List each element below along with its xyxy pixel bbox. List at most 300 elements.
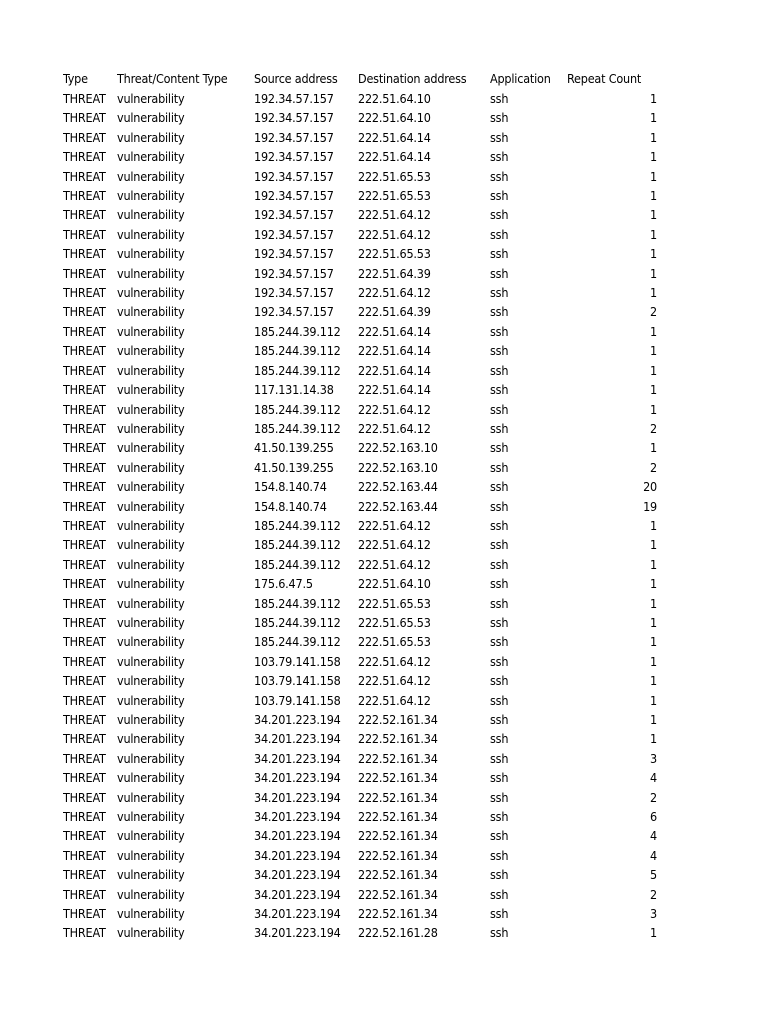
cell-repeat-count: 1 bbox=[650, 692, 657, 708]
cell-destination-address: 222.51.64.12 bbox=[358, 537, 431, 553]
table-row bbox=[63, 322, 660, 341]
table-row bbox=[63, 574, 660, 593]
cell-application: ssh bbox=[490, 498, 509, 514]
cell-type: THREAT bbox=[63, 634, 106, 650]
cell-type: THREAT bbox=[63, 265, 106, 281]
cell-destination-address: 222.52.163.10 bbox=[358, 459, 438, 475]
cell-type: THREAT bbox=[63, 343, 106, 359]
cell-type: THREAT bbox=[63, 498, 106, 514]
cell-type: THREAT bbox=[63, 285, 106, 301]
cell-repeat-count: 1 bbox=[650, 265, 657, 281]
cell-repeat-count: 2 bbox=[650, 304, 657, 320]
cell-type: THREAT bbox=[63, 537, 106, 553]
table-row bbox=[63, 438, 660, 457]
cell-application: ssh bbox=[490, 149, 509, 165]
table-row bbox=[63, 186, 660, 205]
cell-application: ssh bbox=[490, 343, 509, 359]
cell-type: THREAT bbox=[63, 712, 106, 727]
cell-source-address: 34.201.223.194 bbox=[254, 770, 341, 786]
cell-source-address: 192.34.57.157 bbox=[254, 149, 334, 165]
cell-type: THREAT bbox=[63, 362, 106, 378]
cell-destination-address: 222.52.161.28 bbox=[358, 925, 438, 941]
cell-repeat-count: 1 bbox=[650, 653, 657, 669]
cell-destination-address: 222.52.163.44 bbox=[358, 479, 438, 495]
cell-threat-content-type: vulnerability bbox=[117, 129, 185, 145]
header-repeat-count: Repeat Count bbox=[567, 71, 642, 86]
cell-source-address: 192.34.57.157 bbox=[254, 110, 334, 126]
table-row bbox=[63, 652, 660, 671]
cell-repeat-count: 2 bbox=[650, 886, 657, 902]
table-row bbox=[63, 419, 660, 438]
cell-application: ssh bbox=[490, 246, 509, 262]
cell-destination-address: 222.51.65.53 bbox=[358, 614, 431, 630]
table-row bbox=[63, 671, 660, 690]
cell-threat-content-type: vulnerability bbox=[117, 323, 185, 339]
cell-threat-content-type: vulnerability bbox=[117, 556, 185, 572]
cell-threat-content-type: vulnerability bbox=[117, 207, 185, 223]
cell-threat-content-type: vulnerability bbox=[117, 614, 185, 630]
cell-threat-content-type: vulnerability bbox=[117, 847, 185, 863]
cell-destination-address: 222.52.161.34 bbox=[358, 847, 438, 863]
cell-threat-content-type: vulnerability bbox=[117, 789, 185, 805]
cell-threat-content-type: vulnerability bbox=[117, 576, 185, 592]
cell-repeat-count: 1 bbox=[650, 362, 657, 378]
cell-type: THREAT bbox=[63, 149, 106, 165]
cell-source-address: 34.201.223.194 bbox=[254, 925, 341, 941]
cell-destination-address: 222.51.64.12 bbox=[358, 692, 431, 708]
cell-threat-content-type: vulnerability bbox=[117, 110, 185, 126]
cell-application: ssh bbox=[490, 576, 509, 592]
cell-threat-content-type: vulnerability bbox=[117, 770, 185, 786]
cell-application: ssh bbox=[490, 731, 509, 747]
cell-application: ssh bbox=[490, 925, 509, 941]
cell-type: THREAT bbox=[63, 653, 106, 669]
cell-threat-content-type: vulnerability bbox=[117, 343, 185, 359]
cell-destination-address: 222.52.161.34 bbox=[358, 867, 438, 883]
cell-type: THREAT bbox=[63, 479, 106, 495]
table-row bbox=[63, 885, 660, 904]
header-source-address: Source address bbox=[254, 71, 338, 86]
cell-repeat-count: 1 bbox=[650, 440, 657, 456]
header-application: Application bbox=[490, 71, 551, 86]
table-row bbox=[63, 788, 660, 807]
cell-type: THREAT bbox=[63, 770, 106, 786]
cell-repeat-count: 1 bbox=[650, 712, 657, 727]
table-row bbox=[63, 923, 660, 942]
table-row bbox=[63, 594, 660, 613]
table-row bbox=[63, 846, 660, 865]
cell-type: THREAT bbox=[63, 382, 106, 398]
cell-application: ssh bbox=[490, 285, 509, 301]
cell-source-address: 34.201.223.194 bbox=[254, 867, 341, 883]
cell-destination-address: 222.51.64.12 bbox=[358, 226, 431, 242]
cell-repeat-count: 3 bbox=[650, 906, 657, 922]
cell-source-address: 34.201.223.194 bbox=[254, 750, 341, 766]
cell-repeat-count: 1 bbox=[650, 517, 657, 533]
cell-repeat-count: 1 bbox=[650, 129, 657, 145]
cell-threat-content-type: vulnerability bbox=[117, 634, 185, 650]
cell-type: THREAT bbox=[63, 129, 106, 145]
table-row bbox=[63, 128, 660, 147]
cell-application: ssh bbox=[490, 91, 509, 106]
cell-source-address: 103.79.141.158 bbox=[254, 692, 341, 708]
cell-threat-content-type: vulnerability bbox=[117, 867, 185, 883]
cell-destination-address: 222.52.161.34 bbox=[358, 789, 438, 805]
table-row bbox=[63, 283, 660, 302]
cell-destination-address: 222.51.64.10 bbox=[358, 91, 431, 106]
cell-repeat-count: 1 bbox=[650, 382, 657, 398]
cell-repeat-count: 1 bbox=[650, 925, 657, 941]
cell-type: THREAT bbox=[63, 420, 106, 436]
cell-repeat-count: 4 bbox=[650, 770, 657, 786]
cell-repeat-count: 1 bbox=[650, 614, 657, 630]
cell-threat-content-type: vulnerability bbox=[117, 246, 185, 262]
cell-destination-address: 222.51.64.12 bbox=[358, 401, 431, 417]
cell-threat-content-type: vulnerability bbox=[117, 925, 185, 941]
table-row bbox=[63, 458, 660, 477]
table-row bbox=[63, 691, 660, 710]
cell-type: THREAT bbox=[63, 91, 106, 106]
cell-threat-content-type: vulnerability bbox=[117, 886, 185, 902]
cell-application: ssh bbox=[490, 188, 509, 204]
table-row bbox=[63, 302, 660, 321]
table-row bbox=[63, 516, 660, 535]
cell-application: ssh bbox=[490, 634, 509, 650]
cell-destination-address: 222.51.64.39 bbox=[358, 304, 431, 320]
cell-threat-content-type: vulnerability bbox=[117, 420, 185, 436]
cell-destination-address: 222.52.161.34 bbox=[358, 809, 438, 825]
cell-destination-address: 222.51.64.12 bbox=[358, 517, 431, 533]
cell-source-address: 192.34.57.157 bbox=[254, 304, 334, 320]
cell-type: THREAT bbox=[63, 517, 106, 533]
cell-repeat-count: 1 bbox=[650, 323, 657, 339]
cell-destination-address: 222.52.161.34 bbox=[358, 712, 438, 727]
cell-threat-content-type: vulnerability bbox=[117, 595, 185, 611]
cell-type: THREAT bbox=[63, 440, 106, 456]
cell-threat-content-type: vulnerability bbox=[117, 401, 185, 417]
cell-type: THREAT bbox=[63, 809, 106, 825]
cell-application: ssh bbox=[490, 906, 509, 922]
cell-threat-content-type: vulnerability bbox=[117, 168, 185, 184]
cell-type: THREAT bbox=[63, 750, 106, 766]
table-row bbox=[63, 264, 660, 283]
cell-source-address: 154.8.140.74 bbox=[254, 479, 327, 495]
cell-repeat-count: 1 bbox=[650, 91, 657, 106]
cell-threat-content-type: vulnerability bbox=[117, 731, 185, 747]
cell-application: ssh bbox=[490, 886, 509, 902]
cell-threat-content-type: vulnerability bbox=[117, 362, 185, 378]
cell-application: ssh bbox=[490, 847, 509, 863]
cell-threat-content-type: vulnerability bbox=[117, 537, 185, 553]
cell-destination-address: 222.51.64.14 bbox=[358, 323, 431, 339]
cell-repeat-count: 1 bbox=[650, 731, 657, 747]
cell-destination-address: 222.51.64.10 bbox=[358, 110, 431, 126]
cell-destination-address: 222.52.161.34 bbox=[358, 731, 438, 747]
cell-destination-address: 222.51.64.10 bbox=[358, 576, 431, 592]
cell-source-address: 192.34.57.157 bbox=[254, 207, 334, 223]
cell-destination-address: 222.51.64.14 bbox=[358, 382, 431, 398]
cell-threat-content-type: vulnerability bbox=[117, 149, 185, 165]
cell-source-address: 185.244.39.112 bbox=[254, 595, 341, 611]
cell-repeat-count: 2 bbox=[650, 789, 657, 805]
cell-repeat-count: 5 bbox=[650, 867, 657, 883]
table-row bbox=[63, 497, 660, 516]
cell-type: THREAT bbox=[63, 576, 106, 592]
table-row bbox=[63, 89, 660, 108]
table-row bbox=[63, 108, 660, 127]
cell-threat-content-type: vulnerability bbox=[117, 285, 185, 301]
cell-repeat-count: 1 bbox=[650, 595, 657, 611]
cell-threat-content-type: vulnerability bbox=[117, 304, 185, 320]
cell-type: THREAT bbox=[63, 906, 106, 922]
cell-application: ssh bbox=[490, 420, 509, 436]
cell-destination-address: 222.51.65.53 bbox=[358, 168, 431, 184]
cell-destination-address: 222.52.161.34 bbox=[358, 906, 438, 922]
cell-destination-address: 222.52.161.34 bbox=[358, 886, 438, 902]
cell-type: THREAT bbox=[63, 168, 106, 184]
cell-application: ssh bbox=[490, 809, 509, 825]
cell-destination-address: 222.51.64.14 bbox=[358, 362, 431, 378]
cell-application: ssh bbox=[490, 382, 509, 398]
cell-repeat-count: 1 bbox=[650, 537, 657, 553]
cell-source-address: 34.201.223.194 bbox=[254, 847, 341, 863]
cell-type: THREAT bbox=[63, 304, 106, 320]
cell-application: ssh bbox=[490, 323, 509, 339]
cell-application: ssh bbox=[490, 207, 509, 223]
table-row bbox=[63, 341, 660, 360]
cell-application: ssh bbox=[490, 129, 509, 145]
cell-application: ssh bbox=[490, 556, 509, 572]
cell-destination-address: 222.51.64.12 bbox=[358, 420, 431, 436]
cell-repeat-count: 2 bbox=[650, 459, 657, 475]
cell-application: ssh bbox=[490, 673, 509, 689]
table-row bbox=[63, 361, 660, 380]
cell-source-address: 192.34.57.157 bbox=[254, 285, 334, 301]
cell-source-address: 185.244.39.112 bbox=[254, 323, 341, 339]
cell-application: ssh bbox=[490, 692, 509, 708]
cell-application: ssh bbox=[490, 789, 509, 805]
cell-repeat-count: 6 bbox=[650, 809, 657, 825]
cell-source-address: 34.201.223.194 bbox=[254, 789, 341, 805]
cell-repeat-count: 1 bbox=[650, 285, 657, 301]
cell-destination-address: 222.52.161.34 bbox=[358, 828, 438, 844]
cell-type: THREAT bbox=[63, 789, 106, 805]
cell-destination-address: 222.51.65.53 bbox=[358, 246, 431, 262]
cell-repeat-count: 4 bbox=[650, 828, 657, 844]
table-row bbox=[63, 225, 660, 244]
cell-threat-content-type: vulnerability bbox=[117, 692, 185, 708]
cell-repeat-count: 1 bbox=[650, 576, 657, 592]
cell-type: THREAT bbox=[63, 323, 106, 339]
cell-threat-content-type: vulnerability bbox=[117, 653, 185, 669]
cell-source-address: 117.131.14.38 bbox=[254, 382, 334, 398]
cell-threat-content-type: vulnerability bbox=[117, 809, 185, 825]
cell-application: ssh bbox=[490, 401, 509, 417]
table-row bbox=[63, 865, 660, 884]
cell-source-address: 192.34.57.157 bbox=[254, 246, 334, 262]
cell-destination-address: 222.51.64.14 bbox=[358, 149, 431, 165]
table-row bbox=[63, 904, 660, 923]
cell-type: THREAT bbox=[63, 692, 106, 708]
cell-source-address: 185.244.39.112 bbox=[254, 517, 341, 533]
cell-destination-address: 222.51.64.14 bbox=[358, 343, 431, 359]
table-row bbox=[63, 380, 660, 399]
cell-type: THREAT bbox=[63, 731, 106, 747]
header-destination-address: Destination address bbox=[358, 71, 467, 86]
cell-type: THREAT bbox=[63, 847, 106, 863]
table-row bbox=[63, 632, 660, 651]
cell-threat-content-type: vulnerability bbox=[117, 459, 185, 475]
cell-repeat-count: 19 bbox=[643, 498, 657, 514]
cell-type: THREAT bbox=[63, 614, 106, 630]
cell-type: THREAT bbox=[63, 595, 106, 611]
cell-repeat-count: 1 bbox=[650, 401, 657, 417]
cell-destination-address: 222.51.65.53 bbox=[358, 188, 431, 204]
cell-destination-address: 222.52.163.44 bbox=[358, 498, 438, 514]
threat-log-table bbox=[63, 69, 660, 943]
table-row bbox=[63, 729, 660, 748]
cell-application: ssh bbox=[490, 595, 509, 611]
cell-application: ssh bbox=[490, 265, 509, 281]
cell-source-address: 192.34.57.157 bbox=[254, 168, 334, 184]
cell-type: THREAT bbox=[63, 401, 106, 417]
cell-threat-content-type: vulnerability bbox=[117, 226, 185, 242]
cell-type: THREAT bbox=[63, 110, 106, 126]
cell-type: THREAT bbox=[63, 246, 106, 262]
cell-source-address: 154.8.140.74 bbox=[254, 498, 327, 514]
cell-source-address: 175.6.47.5 bbox=[254, 576, 313, 592]
table-row bbox=[63, 205, 660, 224]
cell-repeat-count: 4 bbox=[650, 847, 657, 863]
cell-application: ssh bbox=[490, 362, 509, 378]
cell-application: ssh bbox=[490, 304, 509, 320]
cell-repeat-count: 1 bbox=[650, 246, 657, 262]
cell-threat-content-type: vulnerability bbox=[117, 479, 185, 495]
cell-repeat-count: 3 bbox=[650, 750, 657, 766]
table-row bbox=[63, 826, 660, 845]
cell-destination-address: 222.51.65.53 bbox=[358, 595, 431, 611]
cell-destination-address: 222.51.65.53 bbox=[358, 634, 431, 650]
cell-application: ssh bbox=[490, 750, 509, 766]
table-body bbox=[63, 89, 660, 943]
cell-application: ssh bbox=[490, 479, 509, 495]
table-row bbox=[63, 749, 660, 768]
table-row bbox=[63, 807, 660, 826]
cell-threat-content-type: vulnerability bbox=[117, 382, 185, 398]
cell-repeat-count: 1 bbox=[650, 634, 657, 650]
cell-destination-address: 222.51.64.12 bbox=[358, 207, 431, 223]
cell-source-address: 41.50.139.255 bbox=[254, 459, 334, 475]
table-row bbox=[63, 535, 660, 554]
cell-type: THREAT bbox=[63, 226, 106, 242]
cell-source-address: 103.79.141.158 bbox=[254, 653, 341, 669]
cell-source-address: 192.34.57.157 bbox=[254, 265, 334, 281]
cell-source-address: 185.244.39.112 bbox=[254, 401, 341, 417]
cell-source-address: 185.244.39.112 bbox=[254, 420, 341, 436]
cell-application: ssh bbox=[490, 770, 509, 786]
cell-repeat-count: 1 bbox=[650, 149, 657, 165]
cell-source-address: 185.244.39.112 bbox=[254, 343, 341, 359]
cell-application: ssh bbox=[490, 537, 509, 553]
cell-threat-content-type: vulnerability bbox=[117, 517, 185, 533]
cell-source-address: 192.34.57.157 bbox=[254, 91, 334, 106]
cell-source-address: 185.244.39.112 bbox=[254, 614, 341, 630]
cell-application: ssh bbox=[490, 653, 509, 669]
cell-destination-address: 222.51.64.12 bbox=[358, 673, 431, 689]
cell-application: ssh bbox=[490, 828, 509, 844]
cell-type: THREAT bbox=[63, 886, 106, 902]
cell-source-address: 34.201.223.194 bbox=[254, 906, 341, 922]
cell-repeat-count: 1 bbox=[650, 110, 657, 126]
cell-threat-content-type: vulnerability bbox=[117, 750, 185, 766]
cell-threat-content-type: vulnerability bbox=[117, 91, 185, 106]
cell-source-address: 34.201.223.194 bbox=[254, 731, 341, 747]
cell-threat-content-type: vulnerability bbox=[117, 673, 185, 689]
header-threat-content-type: Threat/Content Type bbox=[117, 71, 228, 86]
cell-source-address: 185.244.39.112 bbox=[254, 634, 341, 650]
cell-destination-address: 222.51.64.12 bbox=[358, 285, 431, 301]
cell-threat-content-type: vulnerability bbox=[117, 906, 185, 922]
cell-source-address: 185.244.39.112 bbox=[254, 537, 341, 553]
cell-source-address: 41.50.139.255 bbox=[254, 440, 334, 456]
cell-type: THREAT bbox=[63, 459, 106, 475]
cell-application: ssh bbox=[490, 440, 509, 456]
cell-source-address: 192.34.57.157 bbox=[254, 226, 334, 242]
cell-source-address: 185.244.39.112 bbox=[254, 556, 341, 572]
cell-type: THREAT bbox=[63, 925, 106, 941]
table-row bbox=[63, 768, 660, 787]
cell-threat-content-type: vulnerability bbox=[117, 712, 185, 727]
cell-repeat-count: 1 bbox=[650, 188, 657, 204]
cell-repeat-count: 1 bbox=[650, 168, 657, 184]
table-header bbox=[63, 69, 660, 89]
cell-threat-content-type: vulnerability bbox=[117, 498, 185, 514]
cell-destination-address: 222.52.161.34 bbox=[358, 770, 438, 786]
cell-repeat-count: 1 bbox=[650, 207, 657, 223]
cell-application: ssh bbox=[490, 712, 509, 727]
table-row bbox=[63, 167, 660, 186]
cell-application: ssh bbox=[490, 226, 509, 242]
cell-type: THREAT bbox=[63, 673, 106, 689]
cell-destination-address: 222.52.161.34 bbox=[358, 750, 438, 766]
cell-application: ssh bbox=[490, 110, 509, 126]
cell-threat-content-type: vulnerability bbox=[117, 828, 185, 844]
cell-destination-address: 222.51.64.12 bbox=[358, 653, 431, 669]
cell-source-address: 34.201.223.194 bbox=[254, 809, 341, 825]
cell-threat-content-type: vulnerability bbox=[117, 188, 185, 204]
cell-application: ssh bbox=[490, 614, 509, 630]
cell-threat-content-type: vulnerability bbox=[117, 440, 185, 456]
cell-type: THREAT bbox=[63, 828, 106, 844]
table-row bbox=[63, 400, 660, 419]
cell-source-address: 34.201.223.194 bbox=[254, 712, 341, 727]
cell-source-address: 34.201.223.194 bbox=[254, 886, 341, 902]
table-row bbox=[63, 244, 660, 263]
table-row bbox=[63, 555, 660, 574]
cell-repeat-count: 20 bbox=[643, 479, 657, 495]
table-row bbox=[63, 613, 660, 632]
cell-type: THREAT bbox=[63, 188, 106, 204]
cell-repeat-count: 1 bbox=[650, 226, 657, 242]
cell-application: ssh bbox=[490, 867, 509, 883]
cell-repeat-count: 1 bbox=[650, 343, 657, 359]
table-row bbox=[63, 477, 660, 496]
cell-source-address: 192.34.57.157 bbox=[254, 188, 334, 204]
cell-repeat-count: 1 bbox=[650, 556, 657, 572]
cell-type: THREAT bbox=[63, 207, 106, 223]
cell-destination-address: 222.51.64.12 bbox=[358, 556, 431, 572]
cell-source-address: 103.79.141.158 bbox=[254, 673, 341, 689]
